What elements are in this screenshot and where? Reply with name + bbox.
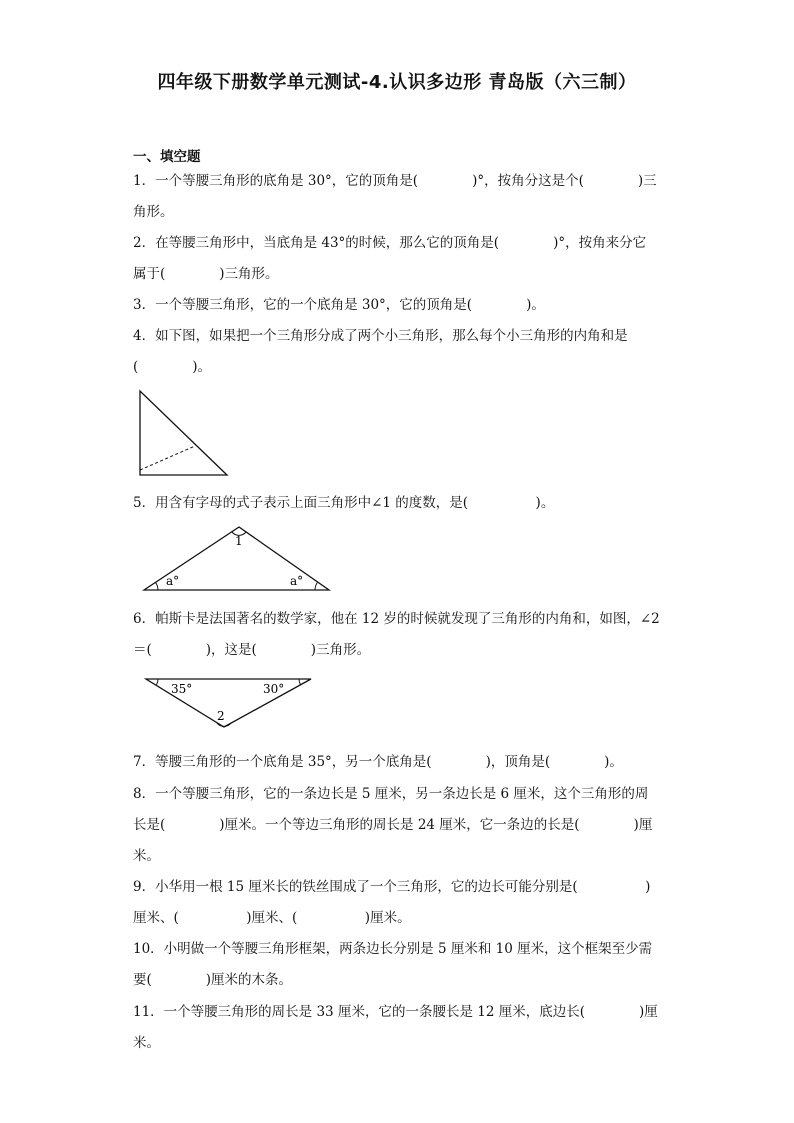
question-10-line-1: 10．小明做一个等腰三角形框架，两条边长分别是 5 厘米和 10 厘米，这个框架至少需 xyxy=(133,941,653,957)
right-angle-arc xyxy=(299,679,301,685)
question-6-line-2: ＝( )，这是( )三角形。 xyxy=(133,642,371,658)
question-8-line-2: 长是( )厘米。一个等边三角形的周长是 24 厘米，它一条边的长是( )厘 xyxy=(133,817,653,833)
dashed-split-line xyxy=(140,446,195,470)
angle-label-left: a° xyxy=(166,574,180,588)
section-heading: 一、填空题 xyxy=(133,149,201,165)
question-6-line-1: 6．帕斯卡是法国著名的数学家，他在 12 岁的时候就发现了三角形的内角和，如图，∠2 xyxy=(133,611,660,627)
question-9-line-2: 厘米、( )厘米、( )厘米。 xyxy=(133,910,411,926)
right-angle-arc xyxy=(315,583,317,590)
question-9-line-1: 9．小华用一根 15 厘米长的铁丝围成了一个三角形，它的边长可能分别是( ) xyxy=(133,879,651,895)
question-2-line-2: 属于( )三角形。 xyxy=(133,266,279,282)
angle-label-2: 2 xyxy=(217,709,225,723)
left-angle-arc xyxy=(157,679,159,685)
angle-label-right: a° xyxy=(290,574,304,588)
question-7-line-1: 7．等腰三角形的一个底角是 35°，另一个底角是( )，顶角是( )。 xyxy=(133,754,623,770)
question-11-line-2: 米。 xyxy=(133,1035,160,1051)
angle-label-30: 30° xyxy=(263,682,285,696)
page-title: 四年级下册数学单元测试-4.认识多边形 青岛版（六三制） xyxy=(157,72,637,93)
figure-isosceles-triangle xyxy=(138,522,338,596)
question-10-line-2: 要( )厘米的木条。 xyxy=(133,972,293,988)
outer-triangle xyxy=(140,391,227,475)
question-11-line-1: 11．一个等腰三角形的周长是 33 厘米，它的一条腰长是 12 厘米，底边长( )厘 xyxy=(133,1004,658,1020)
question-1-line-2: 角形。 xyxy=(133,204,174,220)
question-3-line-1: 3．一个等腰三角形，它的一个底角是 30°，它的顶角是( )。 xyxy=(133,297,545,313)
question-5-line-1: 5．用含有字母的式子表示上面三角形中∠1 的度数，是( )。 xyxy=(133,495,555,511)
question-4-line-1: 4．如下图，如果把一个三角形分成了两个小三角形，那么每个小三角形的内角和是 xyxy=(133,328,628,344)
figure-split-triangle xyxy=(130,385,240,480)
question-8-line-1: 8．一个等腰三角形，它的一条边长是 5 厘米，另一条边长是 6 厘米，这个三角形的周 xyxy=(133,786,649,802)
angle-label-1: 1 xyxy=(235,534,243,548)
question-8-line-3: 米。 xyxy=(133,848,160,864)
question-1-line-1: 1．一个等腰三角形的底角是 30°，它的顶角是( )°，按角分这是个( )三 xyxy=(133,173,657,189)
angle-label-35: 35° xyxy=(171,682,193,696)
left-angle-arc xyxy=(156,583,158,590)
question-4-line-2: ( )。 xyxy=(133,359,212,375)
question-2-line-1: 2．在等腰三角形中，当底角是 43°的时候，那么它的顶角是( )°，按角来分它 xyxy=(133,235,647,251)
figure-inverted-triangle xyxy=(140,672,318,734)
